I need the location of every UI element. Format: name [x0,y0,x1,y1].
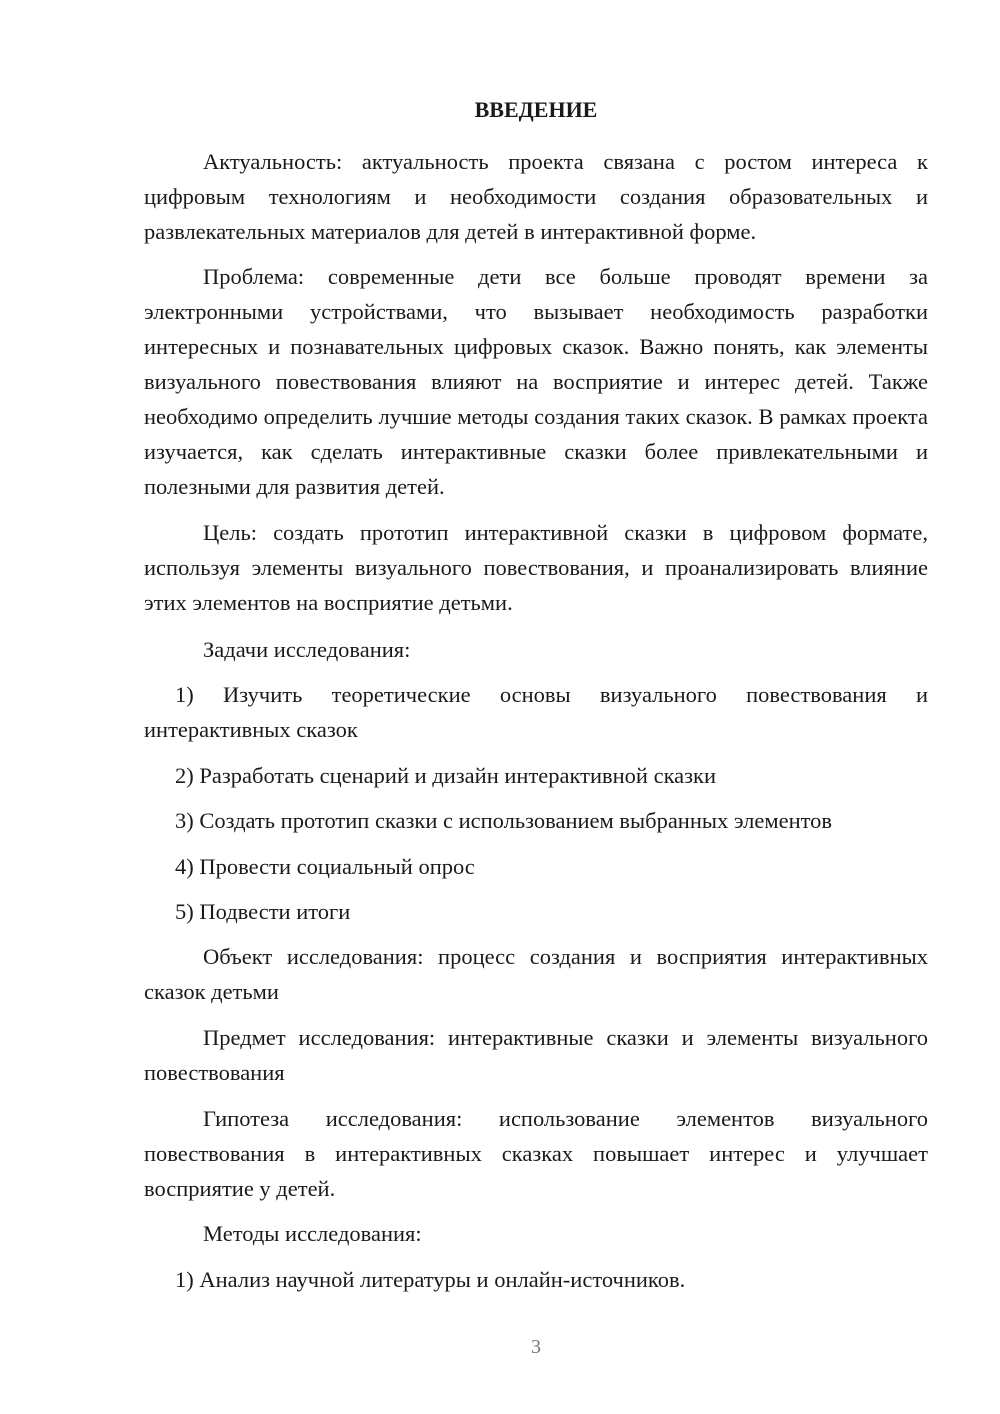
task-item-4: 4) Провести социальный опрос [175,854,475,879]
page-title: ВВЕДЕНИЕ [474,97,598,122]
task-item-1: 1) Изучить теоретические основы визуального повествования и интерактивных сказок [144,682,928,742]
problem-paragraph: Проблема: современные дети все больше проводят времени за электронными устройствами, что вызывает необходимость разработки интересных и познавательных цифровых сказок. Важно понять, как элементы визуального повествования влияют на восприятие и интерес детей. Также необходимо определить лучшие методы создания таких сказок. В рамках проекта изучается, как сделать интерактивные сказки более привлекательными и полезными для развития детей. [144,264,928,499]
subject-paragraph: Предмет исследования: интерактивные сказки и элементы визуального повествования [144,1025,928,1085]
task-item-5: 5) Подвести итоги [175,899,351,924]
object-paragraph: Объект исследования: процесс создания и восприятия интерактивных сказок детьми [144,944,928,1004]
goal-paragraph: Цель: создать прототип интерактивной сказки в цифровом формате, используя элементы визуального повествования, и проанализировать влияние этих элементов на восприятие детьми. [144,520,928,615]
method-item-1: 1) Анализ научной литературы и онлайн-источников. [175,1267,686,1292]
task-item-3: 3) Создать прототип сказки с использованием выбранных элементов [175,808,833,833]
page-number: 3 [531,1336,541,1358]
methods-heading: Методы исследования: [203,1221,422,1246]
tasks-heading: Задачи исследования: [203,637,411,662]
document-page [144,0,928,1414]
relevance-paragraph: Актуальность: актуальность проекта связана с ростом интереса к цифровым технологиям и необходимости создания образовательных и развлекательных материалов для детей в интерактивной форме. [144,149,928,244]
hypothesis-paragraph: Гипотеза исследования: использование элементов визуального повествования в интерактивных сказках повышает интерес и улучшает восприятие у детей. [144,1106,928,1201]
task-item-2: 2) Разработать сценарий и дизайн интерактивной сказки [175,763,717,788]
